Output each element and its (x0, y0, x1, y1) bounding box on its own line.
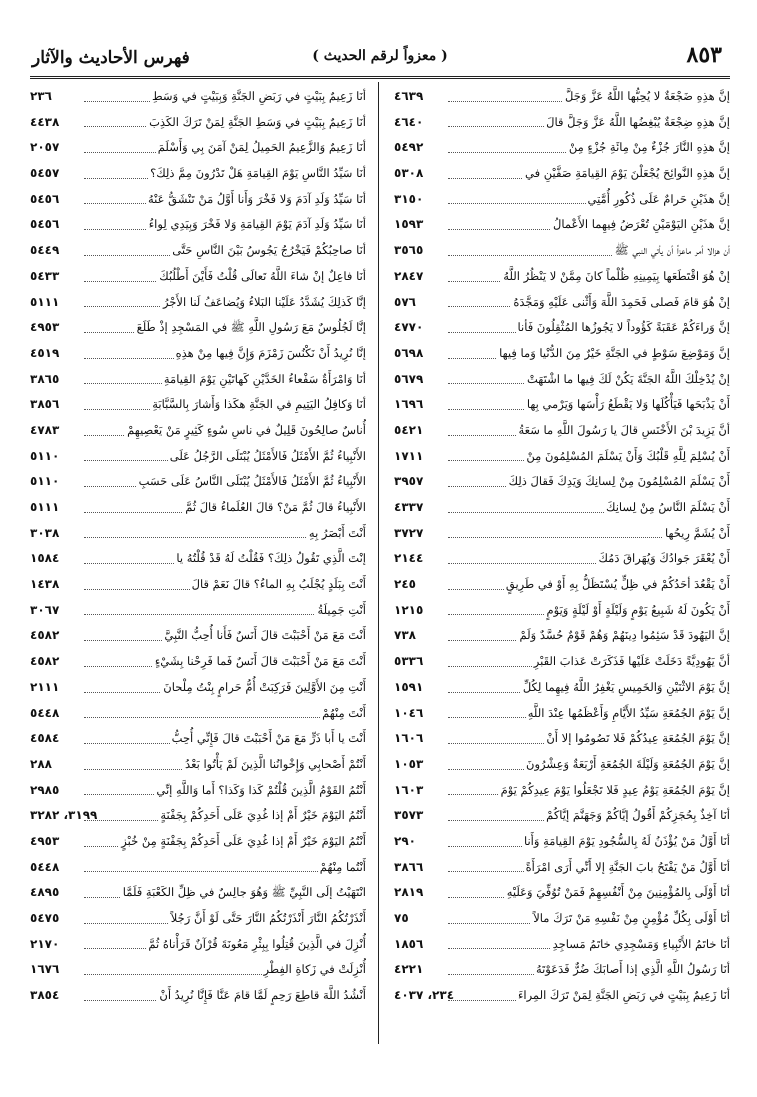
hadith-number: ٥١١١ (30, 500, 60, 514)
index-entry (394, 598, 730, 624)
hadith-incipit: إنَّ هذَيْنِ اليَوْمَيْنِ تُعْرَضُ فِيهِما الأَعْمالُ (551, 212, 730, 238)
hadith-number: ٢٩٠ (394, 833, 416, 848)
hadith-number: ٥٤٢١ (394, 422, 424, 437)
index-entry (30, 752, 366, 778)
hadith-incipit: أنَا زَعِيمٌ بِبَيْتٍ في وَسَطِ الجَنَّةِ لِمَنْ تَرَكَ الكَذِبَ (147, 110, 366, 136)
hadith-number: ١٧١١ (394, 448, 424, 463)
index-entry (30, 264, 366, 290)
index-entry (394, 469, 730, 495)
hadith-number: ١٢١٥ (394, 602, 424, 617)
hadith-number: ٥٤٥٦ (30, 217, 60, 232)
index-entry (30, 187, 366, 213)
hadith-incipit: إنَّ هذَيْنِ حَرامٌ عَلَى ذُكُورِ أُمَّتِي (586, 187, 731, 213)
hadith-incipit: أَنْ يُسْلِمَ لِلَّهِ قَلْبُكَ وَأَنْ يَسْلَمَ المُسْلِمُونَ مِنْ (524, 444, 730, 470)
index-entry (394, 341, 730, 367)
hadith-number: ١٨٥٦ (394, 936, 424, 951)
hadith-number: ٤٤٣٨ (30, 114, 60, 129)
hadith-incipit: أَنْ يُشَمَّ رِيحُها (663, 521, 730, 547)
column-divider (378, 82, 379, 1044)
hadith-incipit: أَنْتُما مِنْهُمْ (318, 855, 366, 881)
hadith-number: ٢١٤٤ (394, 551, 424, 566)
index-entry (394, 238, 730, 264)
index-entry (394, 752, 730, 778)
index-entry (394, 932, 730, 958)
hadith-number: ٥١١٠ (30, 448, 60, 463)
hadith-incipit: إنَّ اليَهُودَ قَدْ سَئِمُوا دِينَهُمْ وَهُمْ قَوْمٌ حُسَّدٌ وَلَمْ (517, 623, 730, 649)
index-entry (394, 367, 730, 393)
index-entry (30, 290, 366, 316)
hadith-number: ٣٩٥٧ (394, 474, 424, 489)
hadith-incipit: أنَا زَعِيمٌ وَالزَّعِيمُ الحَمِيلُ لِمَنْ آمَنَ بِي وَأَسْلَمَ (156, 135, 366, 161)
index-entry (394, 623, 730, 649)
hadith-number: ٤٥١٩ (30, 345, 60, 360)
hadith-incipit: إنْتَ الَّذِي تَقُولُ ذلِكَ؟ فَقُلْتُ لَهُ قَدْ قُلْتُهُ يا (174, 546, 366, 572)
hadith-incipit: إنَّ يَوْمَ الاثْنَيْنِ وَالخَمِيسِ يَغْفِرُ اللَّهُ فِيهِما لِكُلِّ (521, 675, 730, 701)
hadith-incipit: انْتَهَيْتُ إلَى النَّبِيِّ ﷺ وَهُوَ جالِسٌ في ظِلِّ الكَعْبَةِ فَلَمَّا (121, 880, 366, 906)
hadith-number: ٣٥٧٣ (394, 808, 424, 823)
hadith-incipit: أَنْتَ مَعَ مَنْ أَحْبَبْتَ قالَ أَنَسٌ فَما فَرِحْنا بِشَيْءٍ (153, 649, 366, 675)
index-entry (394, 392, 730, 418)
hadith-number: ١٦٠٦ (394, 731, 424, 746)
hadith-number: ٥٤٩٢ (394, 140, 424, 155)
hadith-incipit: إنَّا لَجُلُوسٌ مَعَ رَسُولِ اللَّهِ ﷺ في المَسْجِدِ إذْ طَلَعَ (135, 315, 366, 341)
hadith-incipit: أُنْزِلَ في الَّذِينَ قُتِلُوا بِبِئْرِ مَعُونَةَ قُرْآنٌ قَرَأْناهُ ثُمَّ (146, 932, 366, 958)
hadith-incipit: إنَّ وَمَوْضِعَ سَوْطٍ في الجَنَّةِ خَيْرٌ مِنَ الدُّنْيا وَما فِيها (497, 341, 730, 367)
index-entry (30, 367, 366, 393)
hadith-incipit: إنْ يُدْخِلْكَ اللَّهُ الجَنَّةَ يَكُنْ لَكَ فِيها ما اشْتَهَتْ (525, 367, 730, 393)
index-entry (394, 187, 730, 213)
hadith-incipit: أَنْتَ أَبْصَرُ بِهِ (307, 521, 366, 547)
hadith-incipit: أُنْزِلَتْ في زَكاةِ الفِطْرِ (262, 957, 366, 983)
index-entry (394, 495, 730, 521)
hadith-number: ٢٤٥ (394, 577, 416, 592)
hadith-number: ١٥٨٤ (30, 551, 60, 566)
hadith-incipit: أنَا زَعِيمٌ بِبَيْتٍ في رَبَضِ الجَنَّةِ لِمَنْ تَرَكَ المِراءَ (516, 983, 730, 1009)
hadith-number: ٢٣٤، ٤٠٣٧ (394, 988, 455, 1003)
hadith-incipit: أَنْتُمْ أَصْحابِي وَإِخْوانُنا الَّذِينَ لَمْ يَأْتُوا بَعْدُ (183, 752, 366, 778)
index-entry (394, 290, 730, 316)
hadith-incipit: إنَّا كَذلِكَ يُشَدَّدُ عَلَيْنا البَلاءُ وَيُضاعَفُ لَنا الأَجْرُ (161, 290, 366, 316)
hadith-incipit: أنَا أَوَّلُ مَنْ يُؤْذَنُ لَهُ بِالسُّجُودِ يَوْمَ القِيامَةِ وَأَنا (522, 829, 730, 855)
hadith-number: ١٠٥٣ (394, 756, 424, 771)
index-entry (30, 212, 366, 238)
hadith-incipit: إنَّ هذِهِ ضِجْعَةٌ يُبْغِضُها اللَّهُ عَزَّ وَجَلَّ قالَ (544, 110, 730, 136)
hadith-incipit: أَنْتُمُ اليَوْمَ خَيْرٌ أَمْ إذا غُدِيَ عَلَى أَحَدِكُمْ بِجَفْنَةٍ (158, 803, 366, 829)
index-entry (394, 546, 730, 572)
hadith-incipit: إنَّ هذِهِ ضَجْعَةٌ لا يُحِبُّها اللَّهُ عَزَّ وَجَلَّ (563, 84, 730, 110)
index-entry (30, 803, 366, 829)
index-entry (394, 572, 730, 598)
hadith-number: ٥٤٤٨ (30, 705, 60, 720)
hadith-incipit: إنَّا نُرِيدُ أَنْ نَكْنُسَ زَمْزَمَ وَإِنَّ فِيها مِنْ هذِهِ (174, 341, 366, 367)
hadith-incipit: أنَا وَكافِلُ اليَتِيمِ في الجَنَّةِ هكَذا وَأَشارَ بِالسَّبَّابَةِ (150, 392, 366, 418)
header-rule (30, 76, 730, 79)
index-entry (30, 392, 366, 418)
hadith-incipit: أُناسٌ صالِحُونَ قَلِيلٌ في ناسِ سُوءٍ كَثِيرٍ مَنْ يَعْصِيهِمْ (125, 418, 366, 444)
hadith-incipit: أَنْتِ جَمِيلَةُ (315, 598, 366, 624)
hadith-incipit: أَنْتَ بِبَلَدٍ يُجْلَبُ بِهِ الماءُ؟ قالَ نَعَمْ قالَ (190, 572, 366, 598)
hadith-incipit: أنَا سَيِّدُ النَّاسِ يَوْمَ القِيامَةِ هَلْ تَدْرُونَ مِمَّ ذلِكَ؟ (148, 161, 366, 187)
index-entry (30, 649, 366, 675)
index-entry (30, 418, 366, 444)
hadith-incipit: إنَّ هذِهِ النَّارَ جُزْءٌ مِنْ مِائَةِ جُزْءٍ مِنْ (567, 135, 730, 161)
hadith-incipit: إنَّ يَوْمَ الجُمُعَةِ يَوْمُ عِيدٍ فَلا تَجْعَلُوا يَوْمَ عِيدِكُمْ يَوْمَ (499, 778, 730, 804)
page-number: ٨٥٣ (686, 42, 722, 68)
hadith-number: ٢٨٨ (30, 756, 52, 771)
left-column (30, 84, 366, 1009)
hadith-incipit: الأَنْبِياءُ قالَ ثُمَّ مَنْ؟ قالَ العُلَماءُ قالَ ثُمَّ (183, 495, 366, 521)
hadith-number: ٥٤٤٨ (30, 859, 60, 874)
hadith-number: ١٦٧٦ (30, 962, 60, 977)
hadith-number: ٢٨١٩ (394, 885, 424, 900)
hadith-incipit: أنَّ يَهُودِيَّةً دَخَلَتْ عَلَيْها فَذَكَرَتْ عَذابَ القَبْرِ (532, 649, 730, 675)
hadith-number: ٣٨٥٤ (30, 988, 60, 1003)
hadith-incipit: الأَنْبِياءُ ثُمَّ الأَمْثَلُ فَالأَمْثَلُ يُبْتَلَى النَّاسُ عَلَى حَسَبِ (137, 469, 366, 495)
hadith-incipit: أنَا أَوْلَى بِكُلِّ مُؤْمِنٍ مِنْ نَفْسِهِ مَنْ تَرَكَ مالاً (531, 906, 730, 932)
hadith-number: ٧٥ (394, 911, 409, 925)
hadith-incipit: إنَّ يَوْمَ الجُمُعَةِ وَلَيْلَةَ الجُمُعَةِ أَرْبَعَةٌ وَعِشْرُونَ (524, 752, 730, 778)
header-center-title: ( معزواً لرقم الحديث ) (312, 48, 448, 64)
hadith-number: ٤٦٤٠ (394, 114, 424, 129)
index-entry (394, 135, 730, 161)
hadith-incipit: إنَّ وَراءَكُمْ عَقَبَةً كَؤُوداً لا يَجُوزُها المُثْقِلُونَ فَأنا (516, 315, 730, 341)
index-entry (30, 315, 366, 341)
hadith-incipit: أنَا فاعِلٌ إنْ شاءَ اللَّهُ تَعالَى قُلْتُ فَأَيْنَ أَطْلُبُكَ (157, 264, 366, 290)
hadith-incipit: أنَا خاتَمُ الأَنْبِياءِ وَمَسْجِدِي خاتَمُ مَساجِدِ (551, 932, 730, 958)
hadith-incipit: أَنْتُمُ القَوْمُ الَّذِينَ قُلْتُمْ كَذا وَكَذا؟ أَما وَاللَّهِ إنِّي (154, 778, 366, 804)
hadith-number: ٤٩٥٣ (30, 320, 60, 335)
hadith-incipit: أنَّ يَزِيدَ بْنَ الأَخْنَسِ قالَ يا رَسُولَ اللَّهِ ما سَعَةُ (516, 418, 730, 444)
hadith-number: ٥٦٩٨ (394, 345, 424, 360)
hadith-number: ٣٨٦٥ (30, 371, 60, 386)
hadith-incipit: أَنْتُمُ اليَوْمَ خَيْرٌ أَمْ إذا غُدِيَ عَلَى أَحَدِكُمْ بِجَفْنَةٍ مِنْ خُبْزٍ (119, 829, 366, 855)
hadith-incipit: إنْ هُوَ قامَ فَصلى فَحَمِدَ اللَّهَ وَأَثْنى عَلَيْهِ وَمَجَّدَهُ (511, 290, 730, 316)
index-entry (30, 855, 366, 881)
index-entry (394, 983, 730, 1009)
hadith-number: ٥١١١ (30, 294, 60, 309)
hadith-incipit: إنَّ يَوْمَ الجُمُعَةِ سَيِّدُ الأَيَّامِ وَأَعْظَمُها عِنْدَ اللَّهِ (526, 701, 730, 727)
hadith-incipit: أَنْتَ يا أَبا ذَرٍّ مَعَ مَنْ أَحْبَبْتَ قالَ فَإِنِّي أُحِبُّ (170, 726, 366, 752)
index-entry (30, 469, 366, 495)
index-entry (30, 675, 366, 701)
index-entry (394, 110, 730, 136)
hadith-incipit: أَنْتِ مِنَ الأَوَّلِينَ فَرَكِبَتْ أُمُّ حَرامٍ بِنْتُ مِلْحانَ (161, 675, 366, 701)
index-entry (30, 161, 366, 187)
hadith-incipit: أن هزالا أمر ماعزاً أن يأتي النبي ﷺ (613, 238, 730, 264)
index-entry (30, 546, 366, 572)
index-entry (394, 701, 730, 727)
hadith-number: ٣١٩٩، ٣٢٨٢ (30, 808, 98, 823)
hadith-number: ٧٣٨ (394, 628, 416, 643)
hadith-number: ١٦٩٦ (394, 397, 424, 412)
index-entry (30, 701, 366, 727)
index-entry (30, 444, 366, 470)
index-entry (30, 598, 366, 624)
index-entry (394, 161, 730, 187)
hadith-incipit: الأَنْبِياءُ ثُمَّ الأَمْثَلُ فَالأَمْثَلُ يُبْتَلَى الرَّجُلُ عَلَى (168, 444, 366, 470)
hadith-number: ١٥٩١ (394, 679, 424, 694)
index-entry (394, 264, 730, 290)
hadith-incipit: أنَا آخِذٌ بِحُجَزِكُمْ أَقُولُ إيَّاكُمْ وَجَهَنَّمَ إيَّاكُمْ (544, 803, 730, 829)
index-entry (30, 135, 366, 161)
hadith-incipit: أَنْ يَقْعُدَ أحَدُكُمْ في ظِلٍّ يُسْتَظَلُّ بِهِ أَوْ في طَرِيقٍ (504, 572, 730, 598)
index-entry (30, 932, 366, 958)
index-entry (394, 803, 730, 829)
hadith-number: ١٥٩٣ (394, 217, 424, 232)
hadith-number: ١٠٤٦ (394, 705, 424, 720)
hadith-number: ٣٨٦٦ (394, 859, 424, 874)
hadith-number: ٤٣٣٧ (394, 500, 424, 514)
hadith-number: ٥٤٤٩ (30, 243, 60, 258)
hadith-incipit: أَنْ يَذْبَحَها فَيَأْكُلَها وَلا يَقْطَعُ رَأْسَها وَيَرْمي بِها (525, 392, 730, 418)
hadith-number: ٤٧٧٠ (394, 320, 424, 335)
hadith-number: ٥٧٦ (394, 294, 416, 309)
hadith-incipit: أنَا زَعِيمٌ بِبَيْتٍ في رَبَضِ الجَنَّةِ وَبِبَيْتٍ في وَسَطِ (150, 84, 366, 110)
index-entry (30, 110, 366, 136)
right-column (394, 84, 730, 1009)
index-entry (30, 495, 366, 521)
hadith-incipit: أَنْشُدُ اللَّهَ قاطِعَ رَحِمٍ لَمَّا قامَ عَنَّا فَإِنَّا نُرِيدُ أَنْ (157, 983, 366, 1009)
hadith-number: ٢١١١ (30, 679, 60, 694)
index-entry (394, 444, 730, 470)
index-entry (394, 829, 730, 855)
header-index-title: فهرس الأحاديث والآثار (32, 48, 190, 68)
page-header (30, 38, 730, 76)
hadith-number: ٥٤٥٦ (30, 191, 60, 206)
hadith-number: ٥٤٧٥ (30, 911, 60, 925)
index-entry (394, 418, 730, 444)
hadith-incipit: إنْ هُوَ اقْتَطَعَها بِيَمِينِهِ ظُلْماً كانَ مِمَّنْ لا يَنْظُرُ اللَّهُ (501, 264, 730, 290)
hadith-number: ٤٥٨٤ (30, 731, 60, 746)
hadith-number: ٢٣٦ (30, 89, 52, 103)
index-entry (30, 983, 366, 1009)
hadith-incipit: أَنْ يَكُونَ لَهُ شَبِيعُ يَوْمٍ وَلَيْلَةٍ أَوْ لَيْلَةٍ وَيَوْمٍ (545, 598, 730, 624)
index-entry (394, 880, 730, 906)
hadith-number: ٥٣٠٨ (394, 166, 424, 181)
hadith-number: ٤٢٢١ (394, 962, 424, 977)
hadith-incipit: إنَّ هذِهِ النَّوائِحَ يُجْعَلْنَ يَوْمَ القِيامَةِ صَفَّيْنِ في (523, 161, 730, 187)
hadith-number: ٤٩٥٣ (30, 833, 60, 848)
hadith-incipit: أَنْ يَسْلَمَ المُسْلِمُونَ مِنْ لِسانِكَ وَيَدِكَ فَقالَ ذلِكَ (507, 469, 730, 495)
hadith-number: ٤٨٩٥ (30, 885, 60, 900)
hadith-incipit: أنَا صاحِبُكُمْ فَيَخْرُجُ يَجُوسُ بَيْنَ النَّاسِ حَتَّى (170, 238, 366, 264)
hadith-incipit: أنَا وَامْرَأَةٌ سَفْعاءُ الخَدَّيْنِ كَهاتَيْنِ يَوْمَ القِيامَةِ (162, 367, 366, 393)
hadith-number: ٢٠٥٧ (30, 140, 60, 155)
index-entry (30, 906, 366, 932)
hadith-number: ٢٩٨٥ (30, 782, 60, 797)
hadith-number: ٤٥٨٢ (30, 628, 60, 643)
hadith-incipit: أَنْتَ مِنْهُمْ (320, 701, 366, 727)
hadith-incipit: أنَا رَسُولُ اللَّهِ الَّذِي إذا أَصابَكَ ضُرٌّ فَدَعَوْتَهُ (534, 957, 730, 983)
hadith-incipit: أَنْذَرْتُكُمُ النَّارَ أَنْذَرْتُكُمُ النَّارَ حَتَّى لَوْ أَنَّ رَجُلاً (169, 906, 366, 932)
index-entry (30, 880, 366, 906)
hadith-number: ٢٨٤٧ (394, 268, 424, 283)
hadith-incipit: أنَا أَوْلَى بِالمُؤْمِنِينَ مِنْ أَنْفُسِهِمْ فَمَنْ تُوُفِّيَ وَعَلَيْهِ (505, 880, 730, 906)
index-entry (30, 84, 366, 110)
index-entry (30, 341, 366, 367)
hadith-incipit: أنَا سَيِّدُ وَلَدِ آدَمَ يَوْمَ القِيامَةِ وَلا فَخْرَ وَبِيَدِي لِواءُ (147, 212, 366, 238)
index-entry (30, 957, 366, 983)
index-entry (394, 649, 730, 675)
index-entry (30, 829, 366, 855)
index-entry (394, 84, 730, 110)
index-entry (394, 906, 730, 932)
hadith-number: ٣٠٦٧ (30, 602, 60, 617)
index-entry (30, 572, 366, 598)
hadith-number: ١٤٣٨ (30, 577, 60, 592)
hadith-number: ٣١٥٠ (394, 191, 424, 206)
hadith-number: ٥٣٣٦ (394, 654, 424, 669)
index-entry (394, 315, 730, 341)
index-entry (394, 778, 730, 804)
hadith-incipit: أَنْ يُعْقَرَ جَوادُكَ وَيُهَراقَ دَمُكَ (596, 546, 730, 572)
hadith-number: ٣٥٦٥ (394, 243, 424, 258)
hadith-incipit: أنَا سَيِّدُ وَلَدِ آدَمَ وَلا فَخْرَ وَأَنا أَوَّلُ مَنْ تَنْشَقُّ عَنْهُ (146, 187, 366, 213)
index-entry (30, 623, 366, 649)
hadith-number: ٣٧٢٧ (394, 525, 424, 540)
index-entry (394, 675, 730, 701)
hadith-number: ٣٨٥٦ (30, 397, 60, 412)
index-entry (30, 726, 366, 752)
index-entry (394, 855, 730, 881)
hadith-number: ٥٦٧٩ (394, 371, 424, 386)
hadith-number: ٣٠٣٨ (30, 525, 60, 540)
hadith-number: ٥١١٠ (30, 474, 60, 489)
index-entry (30, 521, 366, 547)
index-entry (394, 212, 730, 238)
hadith-number: ٥٤٣٣ (30, 268, 60, 283)
index-entry (30, 778, 366, 804)
hadith-number: ٤٧٨٣ (30, 422, 60, 437)
hadith-incipit: أَنْ يَسْلَمَ النَّاسُ مِنْ لِسانِكَ (604, 495, 730, 521)
hadith-number: ٤٦٣٩ (394, 89, 424, 103)
index-entry (30, 238, 366, 264)
index-page (30, 38, 730, 1058)
hadith-number: ١٦٠٣ (394, 782, 424, 797)
hadith-number: ٤٥٨٢ (30, 654, 60, 669)
hadith-number: ٥٤٥٧ (30, 166, 60, 181)
index-entry (394, 957, 730, 983)
hadith-number: ٢١٧٠ (30, 936, 60, 951)
hadith-incipit: إنَّ يَوْمَ الجُمُعَةِ عِيدُكُمْ فَلا تَصُومُوا إلا أَنْ (544, 726, 730, 752)
hadith-incipit: أَنْتَ مَعَ مَنْ أَحْبَبْتَ قالَ أَنَسٌ فَأَنا أُحِبُّ النَّبِيَّ (162, 623, 366, 649)
index-entry (394, 726, 730, 752)
hadith-incipit: أنَا أَوَّلُ مَنْ يَفْتَحُ بابَ الجَنَّةِ إلا أَنِّي أَرَى امْرَأَةً (524, 855, 730, 881)
index-entry (394, 521, 730, 547)
